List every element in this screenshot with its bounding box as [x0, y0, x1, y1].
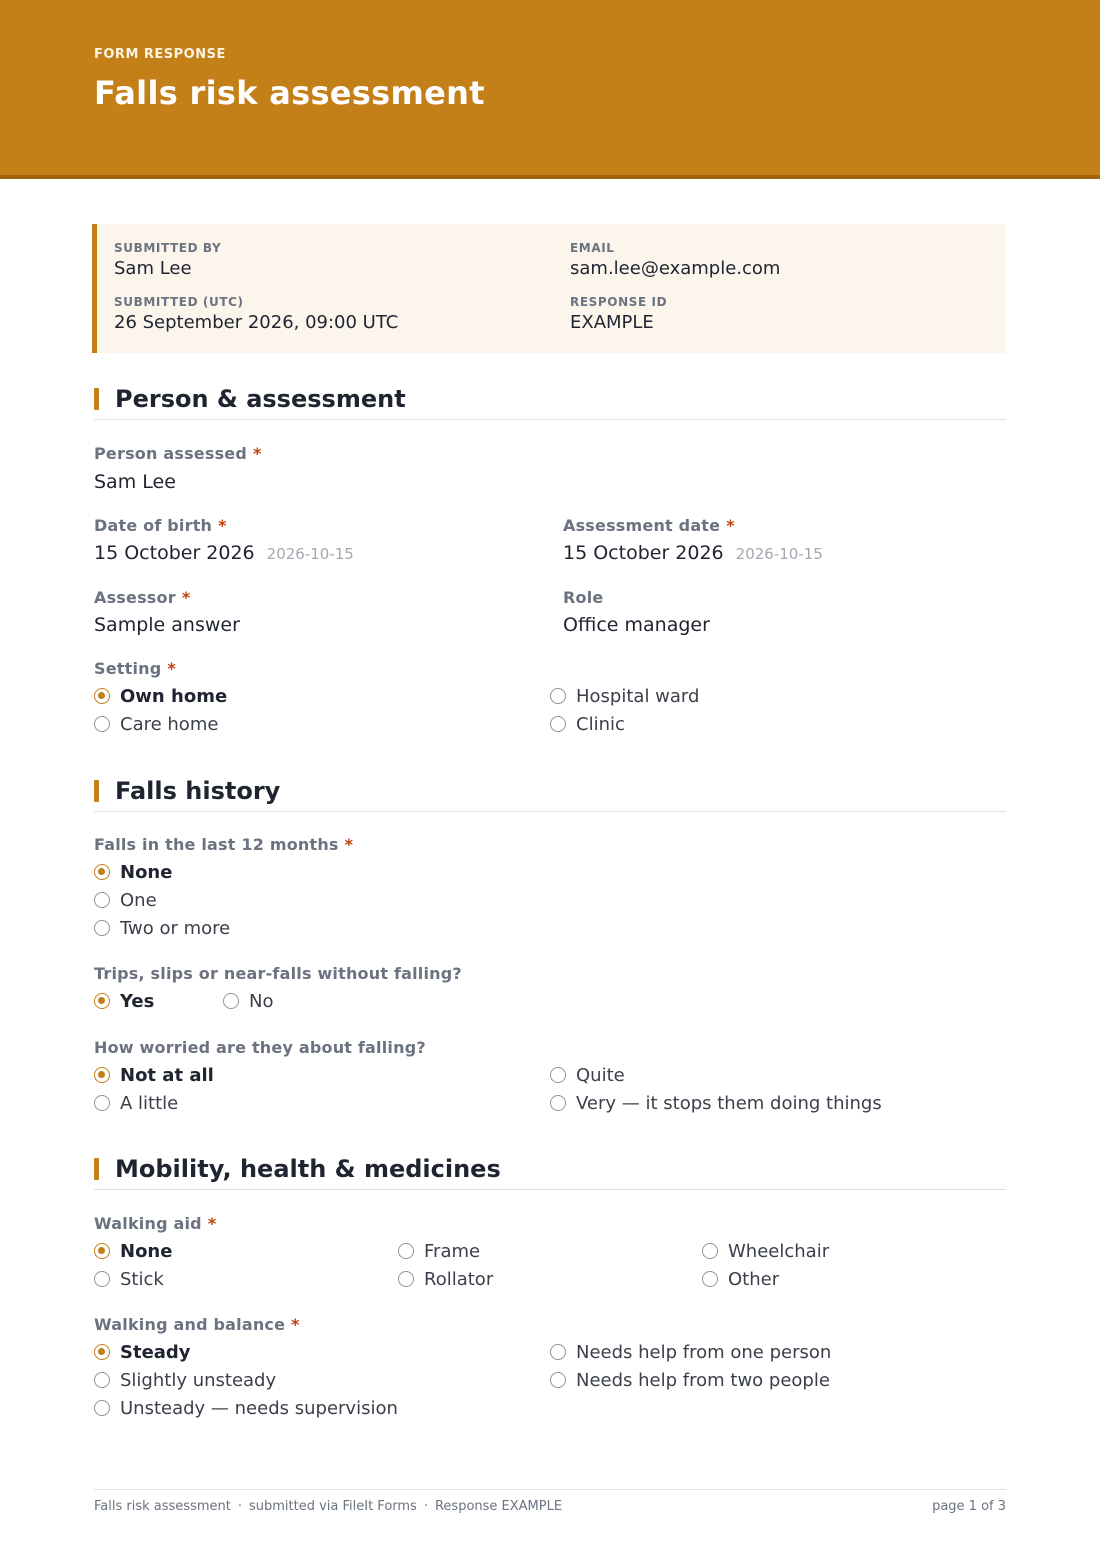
walking-aid-option-none[interactable] — [94, 1239, 172, 1263]
radio-empty-icon — [550, 1067, 566, 1083]
question-text: Setting — [94, 659, 162, 678]
question-text: Walking aid — [94, 1214, 202, 1233]
submitted-by-label: SUBMITTED BY — [114, 241, 222, 255]
balance-option-help-two-people[interactable] — [550, 1368, 830, 1392]
option-label: Two or more — [120, 917, 231, 939]
option-label: Slightly unsteady — [120, 1369, 277, 1391]
footer-separator: · — [423, 1499, 428, 1514]
person-assessed-label — [94, 444, 262, 464]
section-person-assessment — [94, 384, 1006, 420]
option-label: Frame — [424, 1240, 481, 1262]
balance-option-steady[interactable] — [94, 1340, 191, 1364]
option-label: Care home — [120, 713, 219, 735]
radio-empty-icon — [94, 1372, 110, 1388]
section-falls-history — [94, 776, 1006, 812]
required-marker: * — [344, 835, 354, 854]
radio-empty-icon — [550, 1095, 566, 1111]
option-label: Other — [728, 1268, 780, 1290]
submitted-utc-value: 26 September 2026, 09:00 UTC — [114, 312, 399, 333]
option-label: Stick — [120, 1268, 164, 1290]
option-label: Clinic — [576, 713, 625, 735]
option-label: No — [249, 990, 274, 1012]
radio-empty-icon — [94, 920, 110, 936]
question-text: Falls in the last 12 months — [94, 835, 339, 854]
setting-option-hospital-ward[interactable] — [550, 684, 699, 708]
submitted-utc-field — [114, 295, 398, 335]
submitted-utc-label: SUBMITTED (UTC) — [114, 295, 244, 309]
balance-option-help-one-person[interactable] — [550, 1340, 831, 1364]
radio-empty-icon — [398, 1243, 414, 1259]
option-label: Yes — [120, 990, 155, 1012]
assessment-date-answer — [563, 541, 823, 566]
option-label: None — [120, 1240, 173, 1262]
footer-form-name: Falls risk assessment — [94, 1499, 231, 1514]
option-label: A little — [120, 1092, 179, 1114]
setting-option-own-home[interactable] — [94, 684, 227, 708]
option-label: Quite — [576, 1064, 625, 1086]
radio-selected-icon — [94, 1067, 110, 1083]
worried-option-a-little[interactable] — [94, 1091, 178, 1115]
radio-empty-icon — [94, 1271, 110, 1287]
date-of-birth-label — [94, 516, 227, 536]
required-marker: * — [167, 659, 176, 678]
form-response-eyebrow: FORM RESPONSE — [94, 47, 226, 62]
radio-empty-icon — [550, 1344, 566, 1360]
radio-empty-icon — [94, 892, 110, 908]
balance-option-unsteady-supervision[interactable] — [94, 1396, 398, 1420]
worried-option-quite[interactable] — [550, 1063, 625, 1087]
question-text: Date of birth — [94, 516, 213, 535]
question-text: Assessor — [94, 588, 176, 607]
response-id-label: RESPONSE ID — [570, 295, 668, 309]
response-id-value: EXAMPLE — [570, 312, 654, 333]
required-marker: * — [181, 588, 191, 607]
trips-label — [94, 964, 462, 984]
radio-empty-icon — [94, 1095, 110, 1111]
question-text: Assessment date — [563, 516, 721, 535]
question-text: Person assessed — [94, 444, 247, 463]
radio-empty-icon — [702, 1243, 718, 1259]
falls-option-none[interactable] — [94, 860, 172, 884]
person-assessed-answer: Sam Lee — [94, 471, 176, 493]
radio-empty-icon — [702, 1271, 718, 1287]
radio-empty-icon — [94, 1400, 110, 1416]
footer-separator: · — [237, 1499, 242, 1514]
radio-empty-icon — [550, 688, 566, 704]
walking-aid-option-stick[interactable] — [94, 1267, 164, 1291]
option-label: Not at all — [120, 1064, 214, 1086]
radio-empty-icon — [550, 1372, 566, 1388]
footer-info — [94, 1499, 562, 1514]
walking-balance-label — [94, 1315, 300, 1335]
option-label: None — [120, 861, 173, 883]
assessor-label — [94, 588, 190, 608]
radio-selected-icon — [94, 993, 110, 1009]
option-label: Needs help from one person — [576, 1341, 832, 1363]
walking-aid-option-rollator[interactable] — [398, 1267, 493, 1291]
falls-option-two-or-more[interactable] — [94, 916, 230, 940]
falls-option-one[interactable] — [94, 888, 157, 912]
balance-option-slightly-unsteady[interactable] — [94, 1368, 276, 1392]
date-text: 15 October 2026 — [563, 542, 724, 564]
header-banner — [0, 0, 1100, 179]
submission-meta-card — [92, 224, 1006, 353]
footer-via: submitted via FileIt Forms — [248, 1499, 417, 1514]
falls-12m-label — [94, 835, 353, 855]
footer-response: Response EXAMPLE — [434, 1499, 563, 1514]
section-accent-bar — [94, 780, 99, 802]
assessment-date-label — [563, 516, 735, 536]
option-label: Steady — [120, 1341, 191, 1363]
radio-selected-icon — [94, 864, 110, 880]
assessor-answer: Sample answer — [94, 614, 240, 636]
worried-option-not-at-all[interactable] — [94, 1063, 214, 1087]
radio-selected-icon — [94, 1243, 110, 1259]
option-label: Rollator — [424, 1268, 494, 1290]
date-text: 15 October 2026 — [94, 542, 255, 564]
option-label: Unsteady — needs supervision — [120, 1397, 398, 1419]
iso-date: 2026-10-15 — [735, 545, 823, 563]
date-of-birth-answer — [94, 541, 354, 566]
section-title: Mobility, health & medicines — [115, 1155, 501, 1183]
trips-option-no[interactable] — [223, 989, 273, 1013]
required-marker: * — [218, 516, 227, 535]
option-label: Very — it stops them doing things — [576, 1092, 882, 1114]
setting-option-clinic[interactable] — [550, 712, 625, 736]
section-mobility-health-medicines — [94, 1154, 1006, 1190]
page-title: Falls risk assessment — [94, 74, 485, 112]
setting-option-care-home[interactable] — [94, 712, 218, 736]
email-label: EMAIL — [570, 241, 615, 255]
option-label: Wheelchair — [728, 1240, 830, 1262]
section-title: Falls history — [115, 777, 281, 805]
role-answer: Office manager — [563, 614, 710, 636]
role-label — [563, 588, 603, 608]
question-text: How worried are they about falling? — [94, 1038, 426, 1057]
radio-empty-icon — [94, 716, 110, 732]
worried-option-very[interactable] — [550, 1091, 882, 1115]
page-number: page 1 of 3 — [932, 1499, 1006, 1514]
question-text: Walking and balance — [94, 1315, 286, 1334]
walking-aid-option-wheelchair[interactable] — [702, 1239, 829, 1263]
required-marker: * — [253, 444, 262, 463]
submitted-by-value: Sam Lee — [114, 258, 192, 279]
option-label: Own home — [120, 685, 228, 707]
option-label: One — [120, 889, 157, 911]
iso-date: 2026-10-15 — [266, 545, 354, 563]
response-id-field — [570, 295, 667, 335]
email-field — [570, 241, 780, 281]
walking-aid-option-other[interactable] — [702, 1267, 779, 1291]
radio-empty-icon — [550, 716, 566, 732]
trips-option-yes[interactable] — [94, 989, 154, 1013]
option-label: Needs help from two people — [576, 1369, 830, 1391]
radio-selected-icon — [94, 688, 110, 704]
radio-empty-icon — [223, 993, 239, 1009]
radio-selected-icon — [94, 1344, 110, 1360]
option-label: Hospital ward — [576, 685, 700, 707]
required-marker: * — [207, 1214, 217, 1233]
section-accent-bar — [94, 1158, 99, 1180]
walking-aid-label — [94, 1214, 216, 1234]
email-value: sam.lee@example.com — [570, 258, 781, 279]
section-accent-bar — [94, 388, 99, 410]
radio-empty-icon — [398, 1271, 414, 1287]
page-footer — [94, 1489, 1006, 1519]
required-marker: * — [726, 516, 735, 535]
question-text: Role — [563, 588, 604, 607]
setting-label — [94, 659, 176, 679]
section-title: Person & assessment — [115, 385, 406, 413]
required-marker: * — [291, 1315, 300, 1334]
question-text: Trips, slips or near-falls without falling? — [94, 964, 462, 983]
submitted-by-field — [114, 241, 221, 281]
worried-label — [94, 1038, 426, 1058]
walking-aid-option-frame[interactable] — [398, 1239, 480, 1263]
